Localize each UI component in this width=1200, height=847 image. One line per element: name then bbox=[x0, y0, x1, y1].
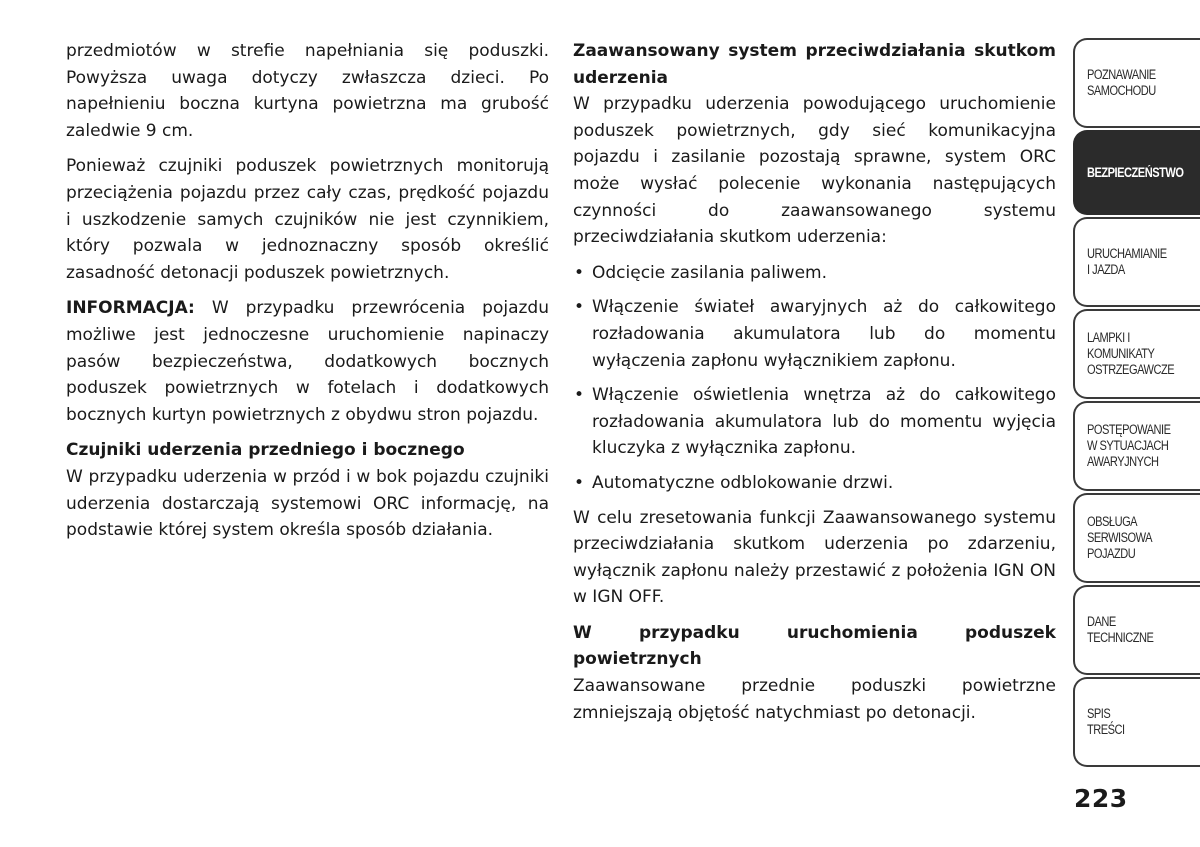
chapter-tabs bbox=[1073, 38, 1200, 769]
tab-uruchamianie-i-jazda[interactable]: URUCHAMIANIE I JAZDA bbox=[1073, 217, 1200, 307]
tab-postepowanie-awaryjne[interactable]: POSTĘPOWANIE W SYTUACJACH AWARYJNYCH bbox=[1073, 401, 1200, 491]
list-item: • Włączenie świateł awaryjnych aż do całkowitego rozładowania akumulatora lub do momentu wyłączenia zapłonu wyłącznikiem zapłonu. bbox=[573, 294, 1056, 374]
left-column bbox=[66, 38, 549, 553]
paragraph-impact-sensors: W przypadku uderzenia w przód i w bok pojazdu czujniki uderzenia dostarczają systemowi ORC informację, na podstawie której system określa sposób działania. bbox=[66, 466, 549, 541]
bullet-icon: • bbox=[574, 262, 585, 283]
information-text: W przypadku przewrócenia pojazdu możliwe jest jednoczesne uruchomienie napinaczy pasów bezpieczeństwa, dodatkowych bocznych poduszek powietrznych w fotelach i dodatkowych bocznych kurtyn powietrznych z obydwu stron pojazdu. bbox=[66, 298, 549, 425]
heading-enhanced-accident-response: Zaawansowany system przeciwdziałania skutkom uderzenia bbox=[573, 41, 1056, 88]
list-item: • Automatyczne odblokowanie drzwi. bbox=[573, 470, 1056, 497]
action-list bbox=[573, 260, 1056, 497]
page-number: 223 bbox=[1074, 784, 1128, 813]
paragraph-airbag-zone: przedmiotów w strefie napełniania się poduszki. Powyższa uwaga dotyczy zwłaszcza dzieci. Po napełnieniu boczna kurtyna powietrzna ma grubość zaledwie 9 cm. bbox=[66, 41, 549, 141]
information-label: INFORMACJA: bbox=[66, 298, 195, 319]
tab-poznawanie-samochodu[interactable]: POZNAWANIE SAMOCHODU bbox=[1073, 38, 1200, 128]
paragraph-reset-instructions: W celu zresetowania funkcji Zaawansowanego systemu przeciwdziałania skutkom uderzenia po zdarzeniu, wyłącznik zapłonu należy przestawić z położenia IGN ON w IGN OFF. bbox=[573, 507, 1056, 608]
tab-obsluga-serwisowa[interactable]: OBSŁUGA SERWISOWA POJAZDU bbox=[1073, 493, 1200, 583]
bullet-icon: • bbox=[574, 385, 585, 406]
right-column bbox=[573, 38, 1056, 735]
paragraph-information bbox=[66, 295, 549, 428]
tab-lampki-i-komunikaty[interactable]: LAMPKI I KOMUNIKATY OSTRZEGAWCZE bbox=[1073, 309, 1200, 399]
list-item: • Odcięcie zasilania paliwem. bbox=[573, 260, 1056, 287]
tab-spis-tresci[interactable]: SPIS TREŚCI bbox=[1073, 677, 1200, 767]
list-item: • Włączenie oświetlenia wnętrza aż do całkowitego rozładowania akumulatora lub do momentu wyjęcia kluczyka z wyłącznika zapłonu. bbox=[573, 382, 1056, 462]
heading-impact-sensors: Czujniki uderzenia przedniego i bocznego bbox=[66, 440, 465, 461]
paragraph-airbag-deployment: Zaawansowane przednie poduszki powietrzne zmniejszają objętość natychmiast po detonacji. bbox=[573, 676, 1056, 723]
tab-bezpieczenstwo[interactable]: BEZPIECZEŃSTWO bbox=[1073, 130, 1200, 215]
heading-airbag-deployment: W przypadku uruchomienia poduszek powietrznych bbox=[573, 622, 1056, 670]
paragraph-sensors-monitoring: Ponieważ czujniki poduszek powietrznych monitorują przeciążenia pojazdu przez cały czas, prędkość pojazdu i uszkodzenie samych czujników nie jest czynnikiem, który pozwala w jednoznaczny sposób określić zasadność detonacji poduszek powietrznych. bbox=[66, 156, 549, 283]
bullet-icon: • bbox=[574, 472, 585, 493]
paragraph-orc-actions: W przypadku uderzenia powodującego uruchomienie poduszek powietrznych, gdy sieć komunikacyjna pojazdu i zasilanie pozostają sprawne, system ORC może wysłać polecenie wykonania następujących czynności do zaawansowanego systemu przeciwdziałania skutkom uderzenia: bbox=[573, 94, 1056, 248]
bullet-icon: • bbox=[574, 297, 585, 318]
tab-dane-techniczne[interactable]: DANE TECHNICZNE bbox=[1073, 585, 1200, 675]
